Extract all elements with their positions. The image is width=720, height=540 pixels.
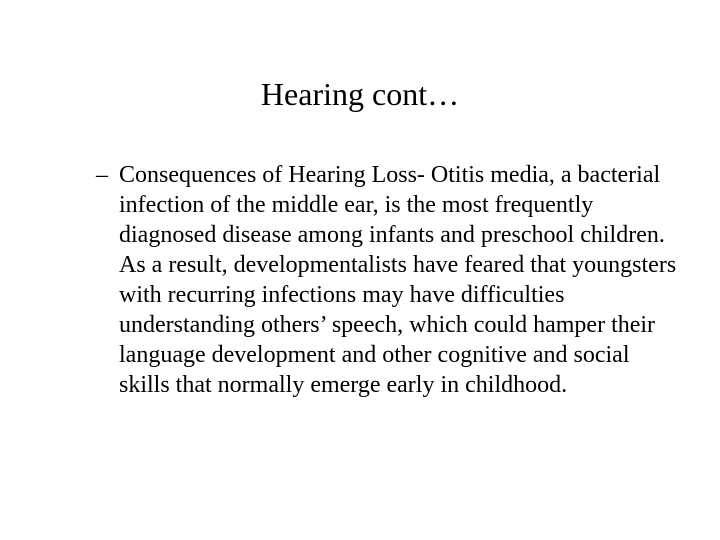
bullet-item: [96, 160, 686, 400]
dash-bullet-marker: –: [96, 162, 108, 188]
slide-title: Hearing cont…: [260, 76, 460, 112]
bullet-list: [96, 160, 686, 400]
bullet-text: Consequences of Hearing Loss- Otitis media, a bacterial infection of the middle ear, is the most frequently diagnosed disease among infants and preschool children. As a result, developmentalists have feared that youngsters with recurring infections may have difficulties understanding others’ speech, which could hamper their language development and other cognitive and social skills that normally emerge early in childhood.: [119, 162, 677, 398]
